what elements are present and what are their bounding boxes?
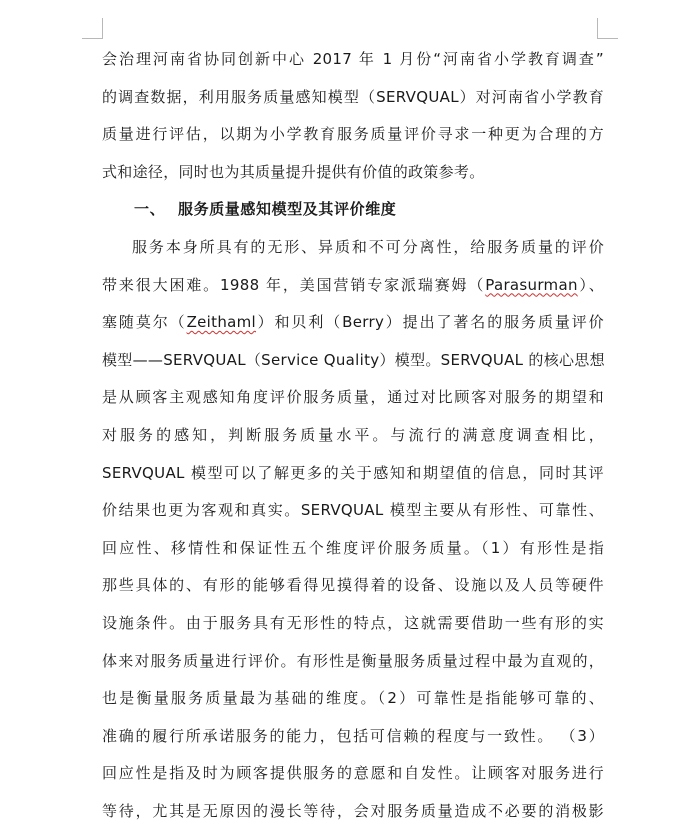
paragraph-line: 对服务的感知，判断服务质量水平。与流行的满意度调查相比， [102,425,604,444]
paragraph-line: 准确的履行所承诺服务的能力，包括可信赖的程度与一致性。 （3） [102,726,604,745]
paragraph-line: 回应性是指及时为顾客提供服务的意愿和自发性。让顾客对服务进行 [102,764,604,783]
paragraph-line: 模型——SERVQUAL（Service Quality）模型。SERVQUAL 的核心思想 [102,350,605,369]
section-heading [102,194,604,232]
paragraph-line: 式和途径，同时也为其质量提升提供有价值的政策参考。 [102,162,485,181]
top-left-margin-mark [82,18,103,39]
line-text: ）、 [577,275,604,294]
spellcheck-flagged-word[interactable]: Parasurman [485,275,578,294]
paragraph-line: 的调查数据，利用服务质量感知模型（SERVQUAL）对河南省小学教育 [102,87,604,106]
paragraph-line: SERVQUAL 模型可以了解更多的关于感知和期望值的信息，同时其评 [102,463,604,482]
paragraph-line: 等待，尤其是无原因的漫长等待，会对服务质量造成不必要的消极影 [102,801,604,820]
paragraph-line: 体来对服务质量进行评价。有形性是衡量服务质量过程中最为直观的， [102,651,604,670]
line-text: 带来很大困难。1988 年，美国营销专家派瑞赛姆（ [102,275,486,294]
paragraph-line [102,307,604,345]
paragraph-line: 也是衡量服务质量最为基础的维度。（2）可靠性是指能够可靠的、 [102,689,604,708]
paragraph-line [102,270,604,308]
line-text: 塞随莫尔（ [102,313,187,332]
document-body [102,44,604,833]
paragraph-line: 是从顾客主观感知角度评价服务质量，通过对比顾客对服务的期望和 [102,388,604,407]
line-text: ）和贝利（Berry）提出了著名的服务质量评价 [256,313,604,332]
paragraph-line: 服务本身所具有的无形、异质和不可分离性，给服务质量的评价 [132,237,604,256]
section-title: 服务质量感知模型及其评价维度 [178,200,397,219]
paragraph-line: 质量进行评估，以期为小学教育服务质量评价寻求一种更为合理的方 [102,125,604,144]
section-number: 一、 [134,200,166,219]
paragraph-line: 回应性、移情性和保证性五个维度评价服务质量。（1）有形性是指 [102,538,604,557]
top-right-margin-mark [597,18,618,39]
spellcheck-flagged-word[interactable]: Zeithaml [186,313,256,332]
paragraph-line: 设施条件。由于服务具有无形性的特点，这就需要借助一些有形的实 [102,613,604,632]
paragraph-line: 那些具体的、有形的能够看得见摸得着的设备、设施以及人员等硬件 [102,576,604,595]
paragraph-line: 会治理河南省协同创新中心 2017 年 1 月份“河南省小学教育调查” [102,50,604,68]
paragraph-line: 价结果也更为客观和真实。SERVQUAL 模型主要从有形性、可靠性、 [102,501,604,520]
